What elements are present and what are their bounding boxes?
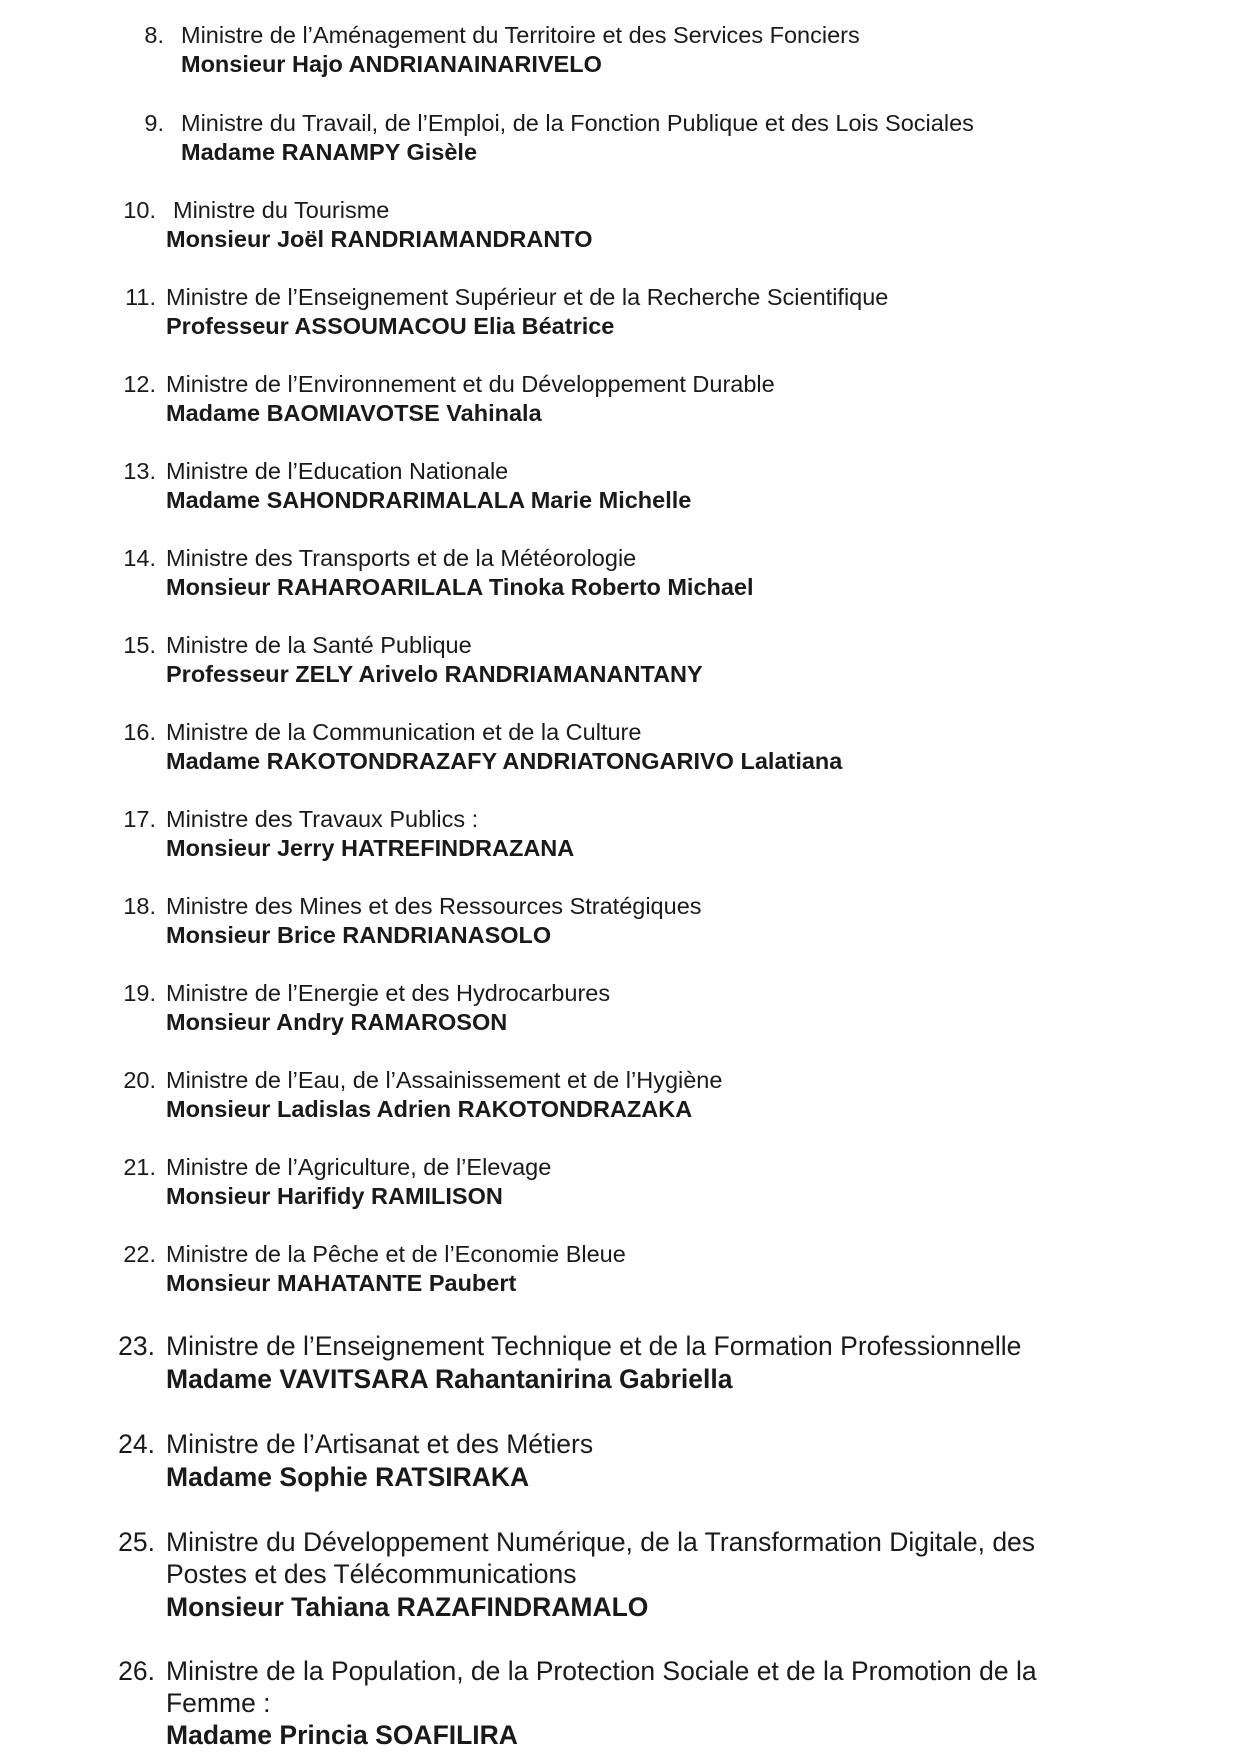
ministry-title: Ministre de la Pêche et de l’Economie Bleue — [166, 1241, 626, 1267]
minister-name: Monsieur Harifidy RAMILISON — [166, 1183, 503, 1209]
ministry-title: Ministre des Travaux Publics : — [166, 806, 479, 832]
ministry-title: Ministre de l’Eau, de l’Assainissement et de l’Hygiène — [166, 1067, 723, 1093]
item-number: 9. — [144, 110, 164, 136]
ministry-title: Ministre de l’Energie et des Hydrocarbures — [166, 980, 611, 1006]
ministry-title: Ministre de l’Agriculture, de l’Elevage — [166, 1154, 552, 1180]
minister-name: Madame Sophie RATSIRAKA — [166, 1462, 530, 1492]
minister-name: Monsieur Jerry HATREFINDRAZANA — [166, 835, 575, 861]
minister-name: Madame SAHONDRARIMALALA Marie Michelle — [166, 487, 692, 513]
ministry-title: Ministre de la Population, de la Protection Sociale et de la Promotion de la — [166, 1656, 1037, 1686]
minister-name: Monsieur Joël RANDRIAMANDRANTO — [166, 226, 593, 252]
minister-name: Monsieur Hajo ANDRIANAINARIVELO — [181, 51, 602, 77]
minister-name: Madame BAOMIAVOTSE Vahinala — [166, 400, 542, 426]
ministry-title: Ministre de l’Education Nationale — [166, 458, 509, 484]
ministry-title: Ministre de la Santé Publique — [166, 632, 472, 658]
item-number: 10. — [123, 197, 156, 223]
item-number: 26. — [118, 1656, 155, 1686]
ministry-title: Ministre du Travail, de l’Emploi, de la Fonction Publique et des Lois Sociales — [181, 110, 974, 136]
item-number: 16. — [123, 719, 156, 745]
item-number: 13. — [123, 458, 156, 484]
item-number: 15. — [123, 632, 156, 658]
item-number: 21. — [123, 1154, 156, 1180]
ministry-title-continued: Femme : — [166, 1688, 271, 1718]
item-number: 20. — [123, 1067, 156, 1093]
item-number: 19. — [123, 980, 156, 1006]
item-number: 22. — [123, 1241, 156, 1267]
minister-name: Madame VAVITSARA Rahantanirina Gabriella — [166, 1364, 733, 1394]
ministry-title: Ministre des Transports et de la Météorologie — [166, 545, 637, 571]
item-number: 18. — [123, 893, 156, 919]
minister-name: Professeur ASSOUMACOU Elia Béatrice — [166, 313, 615, 339]
minister-name: Monsieur MAHATANTE Paubert — [166, 1270, 517, 1296]
item-number: 12. — [123, 371, 156, 397]
minister-name: Madame RAKOTONDRAZAFY ANDRIATONGARIVO Lalatiana — [166, 748, 843, 774]
ministry-title: Ministre du Développement Numérique, de la Transformation Digitale, des — [166, 1527, 1036, 1557]
item-number: 14. — [123, 545, 156, 571]
ministry-title: Ministre des Mines et des Ressources Stratégiques — [166, 893, 702, 919]
item-number: 25. — [118, 1527, 155, 1557]
minister-name: Madame Princia SOAFILIRA — [166, 1720, 518, 1750]
minister-name: Monsieur Andry RAMAROSON — [166, 1009, 508, 1035]
item-number: 8. — [144, 22, 164, 48]
ministry-title: Ministre de l’Aménagement du Territoire et des Services Fonciers — [181, 22, 860, 48]
item-number: 23. — [118, 1331, 155, 1361]
minister-name: Monsieur Brice RANDRIANASOLO — [166, 922, 552, 948]
ministry-title: Ministre de l’Enseignement Technique et de la Formation Professionnelle — [166, 1331, 1022, 1361]
ministry-title: Ministre de l’Environnement et du Développement Durable — [166, 371, 775, 397]
item-number: 24. — [118, 1429, 155, 1459]
item-number: 11. — [125, 284, 156, 310]
ministry-title: Ministre du Tourisme — [173, 197, 390, 223]
ministry-title: Ministre de l’Artisanat et des Métiers — [166, 1429, 594, 1459]
ministry-title: Ministre de l’Enseignement Supérieur et de la Recherche Scientifique — [166, 284, 889, 310]
minister-name: Monsieur RAHAROARILALA Tinoka Roberto Michael — [166, 574, 754, 600]
ministry-title-continued: Postes et des Télécommunications — [166, 1559, 577, 1589]
minister-name: Madame RANAMPY Gisèle — [181, 139, 478, 165]
ministry-title: Ministre de la Communication et de la Culture — [166, 719, 642, 745]
minister-name: Professeur ZELY Arivelo RANDRIAMANANTANY — [166, 661, 703, 687]
minister-name: Monsieur Tahiana RAZAFINDRAMALO — [166, 1592, 649, 1622]
minister-name: Monsieur Ladislas Adrien RAKOTONDRAZAKA — [166, 1096, 693, 1122]
item-number: 17. — [123, 806, 156, 832]
